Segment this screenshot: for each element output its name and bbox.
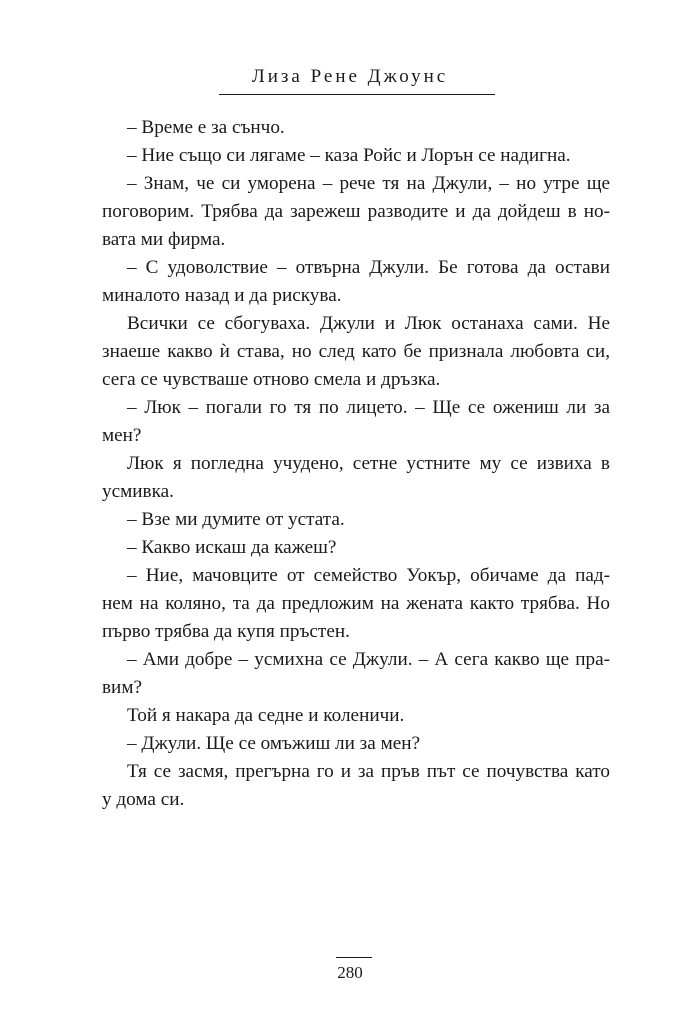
text-line: – Какво искаш да кажеш? <box>127 537 337 558</box>
paragraph <box>102 506 610 534</box>
header-rule <box>219 94 495 95</box>
text-line: – Взе ми думите от устата. <box>127 509 345 530</box>
paragraph <box>102 562 610 646</box>
text-line: Той я накара да седне и коленичи. <box>127 705 405 726</box>
text-line: – Време е за сънчо. <box>127 117 285 138</box>
text-line: – С удоволствие – отвърна Джули. Бе готова да остави <box>127 257 610 278</box>
paragraph <box>102 114 610 142</box>
text-line: – Ами добре – усмихна се Джули. – А сега какво ще пра- <box>127 649 610 670</box>
text-line: Всички се сбогуваха. Джули и Люк останаха сами. Не <box>127 313 610 334</box>
text-line: първо трябва да купя пръстен. <box>102 621 350 642</box>
text-line: – Ние също си лягаме – каза Ройс и Лорън се надигна. <box>127 145 571 166</box>
paragraph <box>102 310 610 394</box>
paragraph <box>102 730 610 758</box>
paragraph <box>102 254 610 310</box>
text-line: мен? <box>102 425 142 446</box>
paragraph <box>102 534 610 562</box>
paragraph <box>102 394 610 450</box>
footer-rule <box>336 957 372 958</box>
text-line: – Джули. Ще се омъжиш ли за мен? <box>127 733 421 754</box>
text-line: усмивка. <box>102 481 174 502</box>
text-line: – Люк – погали го тя по лицето. – Ще се ожениш ли за <box>127 397 610 418</box>
text-line: нем на коляно, та да предложим на жената както трябва. Но <box>102 593 610 614</box>
text-line: вим? <box>102 677 142 698</box>
paragraph <box>102 142 610 170</box>
text-line: поговорим. Трябва да зарежеш разводите и да дойдеш в но- <box>102 201 610 222</box>
text-line: – Ние, мачовците от семейство Уокър, обичаме да пад- <box>127 565 610 586</box>
text-line: миналото назад и да рискува. <box>102 285 342 306</box>
text-line: знаеше какво ѝ става, но след като бе признала любовта си, <box>102 341 610 362</box>
text-line: сега се чувстваше отново смела и дръзка. <box>102 369 441 390</box>
page-number: 280 <box>337 963 363 982</box>
paragraph <box>102 170 610 254</box>
paragraph <box>102 450 610 506</box>
text-line: – Знам, че си уморена – рече тя на Джули, – но утре ще <box>127 173 610 194</box>
paragraph <box>102 702 610 730</box>
paragraph <box>102 758 610 814</box>
text-line: Тя се засмя, прегърна го и за пръв път се почувства като <box>127 761 610 782</box>
running-header-author: Лиза Рене Джоунс <box>251 66 449 87</box>
text-line: Люк я погледна учудено, сетне устните му се извиха в <box>127 453 610 474</box>
text-line: у дома си. <box>102 789 185 810</box>
page-body-text <box>102 114 610 814</box>
paragraph <box>102 646 610 702</box>
text-line: вата ми фирма. <box>102 229 226 250</box>
